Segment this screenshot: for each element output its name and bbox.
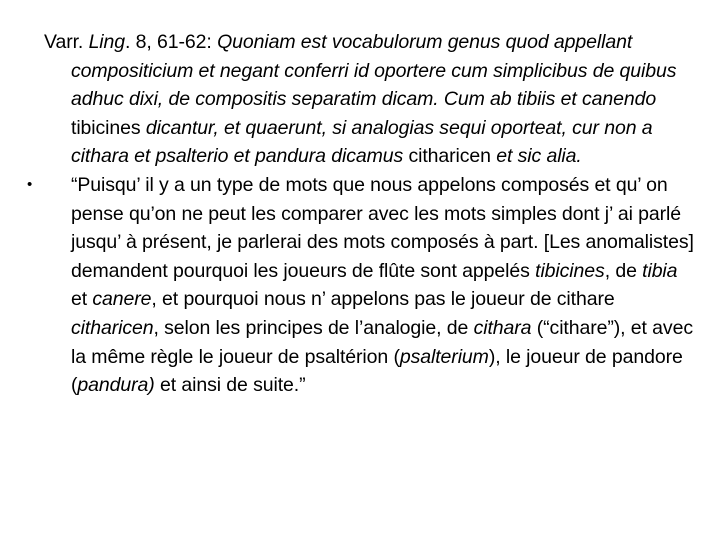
bullet-icon: • <box>27 175 33 193</box>
translation-text: (“cithare”), et avec la même règle le joueur de psaltérion ( <box>71 316 693 368</box>
translation-text-italic: tibia <box>642 259 678 282</box>
citation-text-italic: Quoniam est vocabulorum genus quod appellant compositicium et negant conferri id oportere cum simplicibus de quibus adhuc dixi, de compositis separatim dicam. Cum ab tibiis et canendo <box>71 31 677 111</box>
latin-citation-paragraph <box>44 28 694 171</box>
citation-text: citharicen <box>403 145 497 168</box>
citation-text-italic: Ling <box>88 31 126 53</box>
translation-text: “Puisqu’ il y a un type de mots que nous appelons composés et qu’ on pense qu’on ne peut les comparer avec les mots simples dont j’ ai parlé jusqu’ à présent, je parlerai des mots composés à part. [Les anomalistes] demandent pourquoi les joueurs de flûte sont appelés <box>71 173 694 282</box>
french-translation-paragraph <box>27 171 694 400</box>
translation-text: et <box>71 288 93 311</box>
citation-text: . 8, 61-62: <box>125 31 218 53</box>
text-block <box>27 28 694 400</box>
translation-text-italic: canere <box>92 288 152 311</box>
translation-text: , de <box>604 259 643 282</box>
citation-text-italic: et sic alia. <box>496 145 582 168</box>
translation-text-italic: pandura) <box>77 374 155 397</box>
citation-text-italic: dicantur, et quaerunt, si analogias sequi oporteat, cur non a cithara et psalterio et pandura dicamus <box>71 116 653 168</box>
citation-text: tibicines <box>71 116 146 139</box>
translation-text: et ainsi de suite.” <box>154 374 306 397</box>
citation-text: Varr. <box>44 31 89 53</box>
translation-text-italic: psalterium <box>399 345 489 368</box>
translation-text-italic: citharicen <box>71 316 154 339</box>
translation-text: ), le joueur de pandore ( <box>71 345 683 397</box>
translation-text: , selon les principes de l’analogie, de <box>153 316 474 339</box>
translation-text-italic: tibicines <box>535 259 605 282</box>
translation-text-italic: cithara <box>473 316 532 339</box>
translation-text: , et pourquoi nous n’ appelons pas le joueur de cithare <box>151 288 615 311</box>
